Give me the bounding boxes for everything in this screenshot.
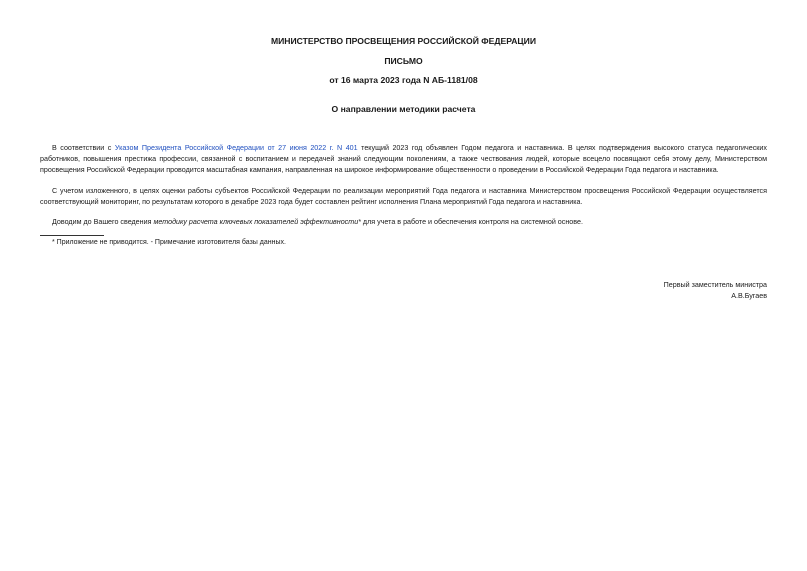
footnote-divider [40, 235, 104, 236]
signatory-name: А.В.Бугаев [731, 292, 767, 300]
paragraph-3 [40, 217, 767, 228]
signatory-position: Первый заместитель министра [663, 281, 767, 289]
paragraph-3-intro: Доводим до Вашего сведения [52, 218, 154, 226]
signature-block [664, 280, 767, 302]
paragraph-2: С учетом изложенного, в целях оценки работы субъектов Российской Федерации по реализации мероприятий Года педагога и наставника Министерством просвещения Российской Федерации осуществляется соответствующий мониторинг, по результатам которого в декабре 2023 года будет составлен рейтинг исполнения Плана мероприятий Года педагога и наставника. [40, 187, 767, 206]
paragraph-3-text: для учета в работе и обеспечения контроля на системной основе. [360, 218, 583, 226]
document-date-number: от 16 марта 2023 года N АБ-1181/08 [329, 75, 478, 85]
document-type: ПИСЬМО [384, 56, 423, 66]
decree-link[interactable]: Указом Президента Российской Федерации от 27 июня 2022 г. N 401 [114, 144, 358, 152]
methodology-reference: методику расчета ключевых показателей эффективности* [153, 218, 361, 226]
document-subject: О направлении методики расчета [331, 104, 476, 114]
footnote: * Приложение не приводится. - Примечание изготовителя базы данных. [52, 239, 286, 246]
paragraph-1 [40, 143, 767, 176]
paragraph-1-intro: В соответствии с [52, 144, 115, 152]
ministry-title: МИНИСТЕРСТВО ПРОСВЕЩЕНИЯ РОССИЙСКОЙ ФЕДЕРАЦИИ [270, 36, 537, 46]
paragraph-1-text: текущий 2023 год объявлен Годом педагога и наставника. В целях подтверждения высокого статуса педагогических работников, повышения престижа профессии, связанной с воспитанием и передачей знаний следующим поколениям, а также чествования людей, которые всецело посвящают себя этому делу, Министерством просвещения Российской Федерации проводится масштабная кампания, направленная на широкое информирование общественности о проведении в Российской Федерации Года педагога и наставника. [40, 144, 767, 174]
